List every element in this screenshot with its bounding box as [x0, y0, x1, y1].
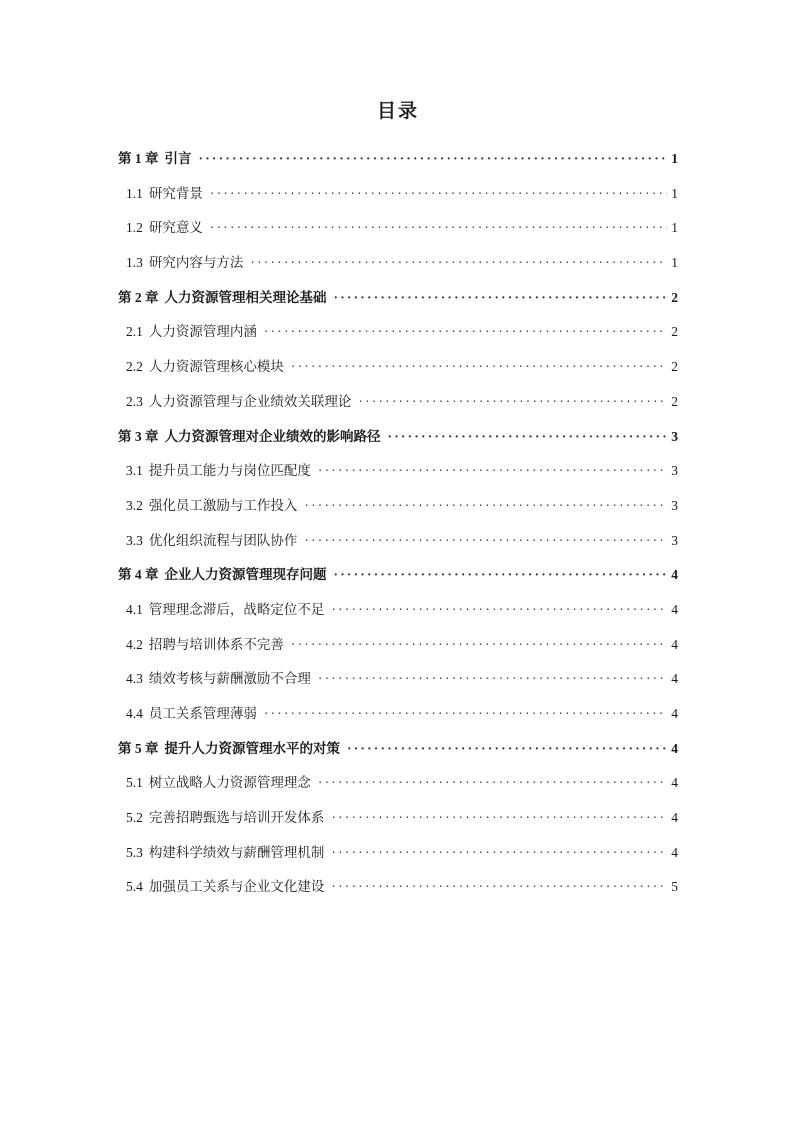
page-content: [118, 96, 678, 914]
toc-entry[interactable]: [118, 463, 678, 479]
toc-entry-label: 强化员工激励与工作投入: [148, 497, 298, 513]
toc-entry[interactable]: [118, 394, 678, 410]
toc-entry-page-number: 3: [671, 497, 678, 513]
toc-entry-label: 研究背景: [148, 185, 203, 201]
toc-entry-number: 1.2: [126, 220, 143, 236]
toc-entry-label: 提升人力资源管理水平的对策: [164, 740, 340, 756]
toc-entry[interactable]: [118, 324, 678, 340]
toc-entry-label: 绩效考核与薪酬激励不合理: [148, 671, 311, 687]
toc-entry[interactable]: [118, 741, 678, 757]
toc-entry-label: 加强员工关系与企业文化建设: [148, 879, 325, 895]
toc-entry-label: 人力资源管理内涵: [148, 324, 257, 340]
toc-entry-number: 第 2 章: [118, 289, 159, 305]
toc-entry-page-number: 4: [671, 844, 678, 860]
toc-entry-number: 3.2: [126, 497, 143, 513]
toc-entry-label: 提升员工能力与岗位匹配度: [148, 463, 311, 479]
toc-leader-dots: [331, 604, 667, 617]
toc-entry-label: 构建科学绩效与薪酬管理机制: [148, 844, 325, 860]
toc-entry[interactable]: [118, 845, 678, 861]
toc-leader-dots: [318, 778, 667, 791]
toc-entry-page-number: 4: [671, 706, 678, 721]
toc-entry-number: 4.1: [126, 601, 143, 617]
toc-entry[interactable]: [118, 151, 678, 167]
toc-entry-page-number: 2: [671, 359, 678, 375]
toc-entry-number: 5.4: [126, 879, 143, 895]
toc-leader-dots: [388, 431, 668, 444]
toc-entry-label: 树立战略人力资源管理理念: [148, 775, 311, 791]
toc-leader-dots: [264, 708, 667, 721]
toc-leader-dots: [347, 743, 667, 756]
toc-entry[interactable]: [118, 637, 678, 653]
toc-entry-number: 5.1: [126, 775, 143, 791]
toc-leader-dots: [250, 257, 667, 270]
toc-entry-number: 4.4: [126, 706, 143, 721]
toc-entry[interactable]: [118, 255, 678, 271]
toc-entry-label: 研究内容与方法: [148, 255, 244, 271]
toc-leader-dots: [210, 223, 667, 236]
toc-entry-label: 员工关系管理薄弱: [148, 706, 257, 721]
toc-entry-label: 人力资源管理核心模块: [148, 359, 284, 375]
toc-entry[interactable]: [118, 359, 678, 375]
toc-entry[interactable]: [118, 186, 678, 202]
toc-entry[interactable]: [118, 706, 678, 722]
toc-entry-label: 人力资源管理相关理论基础: [164, 289, 327, 305]
toc-entry-page-number: 2: [671, 324, 678, 340]
toc-leader-dots: [199, 153, 668, 166]
toc-entry-page-number: 4: [671, 775, 678, 791]
toc-leader-dots: [331, 812, 667, 825]
toc-leader-dots: [318, 465, 667, 478]
toc-entry-page-number: 1: [671, 151, 678, 166]
toc-entry[interactable]: [118, 533, 678, 549]
toc-leader-dots: [264, 327, 667, 340]
toc-entry[interactable]: [118, 290, 678, 306]
toc-entry-number: 4.2: [126, 636, 143, 652]
toc-entry-number: 2.2: [126, 359, 143, 375]
toc-entry-number: 3.3: [126, 532, 143, 548]
toc-entry-page-number: 1: [671, 220, 678, 236]
toc-entry-number: 1.1: [126, 185, 143, 201]
toc-entry-label: 优化组织流程与团队协作: [148, 532, 298, 548]
toc-entry[interactable]: [118, 775, 678, 791]
toc-entry-page-number: 4: [671, 601, 678, 617]
page-title: 目录: [376, 101, 419, 122]
toc-entry-label: 管理理念滞后，战略定位不足: [148, 601, 325, 617]
toc-entry[interactable]: [118, 220, 678, 236]
toc-entry-page-number: 4: [671, 740, 678, 756]
toc-leader-dots: [331, 882, 667, 895]
toc-entry-number: 4.3: [126, 671, 143, 687]
toc-entry-label: 人力资源管理与企业绩效关联理论: [148, 393, 352, 409]
toc-leader-dots: [291, 639, 667, 652]
toc-entry[interactable]: [118, 498, 678, 514]
toc-entry[interactable]: [118, 671, 678, 687]
toc-entry-page-number: 4: [671, 567, 678, 583]
toc-leader-dots: [334, 569, 668, 582]
toc-entry-page-number: 4: [671, 671, 678, 687]
toc-entry-number: 第 5 章: [118, 740, 159, 756]
toc-entry-page-number: 4: [671, 636, 678, 652]
toc-entry-page-number: 3: [671, 428, 678, 444]
toc-entry-number: 2.1: [126, 324, 143, 340]
toc-entry-page-number: 3: [671, 532, 678, 548]
toc-entry-number: 第 4 章: [118, 567, 159, 583]
toc-entry-number: 1.3: [126, 255, 143, 271]
toc-entry-label: 企业人力资源管理现存问题: [164, 567, 327, 583]
toc-entry-number: 2.3: [126, 393, 143, 409]
toc-entry-label: 招聘与培训体系不完善: [148, 636, 284, 652]
toc-entry-number: 5.3: [126, 844, 143, 860]
toc-entry-number: 第 3 章: [118, 428, 159, 444]
toc-entry[interactable]: [118, 602, 678, 618]
toc-entry-label: 人力资源管理对企业绩效的影响路径: [164, 428, 381, 444]
toc-entry-page-number: 1: [671, 185, 678, 201]
toc-leader-dots: [304, 535, 667, 548]
toc-leader-dots: [210, 188, 667, 201]
toc-entry-label: 研究意义: [148, 220, 203, 236]
toc-entry-page-number: 2: [671, 289, 678, 305]
toc-entry[interactable]: [118, 429, 678, 445]
toc-entry-page-number: 1: [671, 255, 678, 271]
toc-leader-dots: [334, 292, 668, 305]
toc-entry-page-number: 3: [671, 463, 678, 479]
toc-leader-dots: [304, 500, 667, 513]
toc-entry-page-number: 4: [671, 810, 678, 826]
toc-leader-dots: [331, 847, 667, 860]
toc-entry-label: 完善招聘甄选与培训开发体系: [148, 810, 325, 826]
toc-entry-number: 第 1 章: [118, 151, 159, 166]
toc-entry[interactable]: [118, 879, 678, 895]
toc-leader-dots: [291, 361, 667, 374]
table-of-contents: [118, 151, 678, 896]
toc-entry-page-number: 2: [671, 393, 678, 409]
toc-entry-page-number: 5: [671, 879, 678, 895]
toc-entry-label: 引言: [164, 151, 192, 166]
toc-entry[interactable]: [118, 810, 678, 826]
toc-leader-dots: [318, 674, 667, 687]
toc-entry-number: 5.2: [126, 810, 143, 826]
toc-leader-dots: [358, 396, 667, 409]
toc-entry[interactable]: [118, 567, 678, 583]
toc-entry-number: 3.1: [126, 463, 143, 479]
